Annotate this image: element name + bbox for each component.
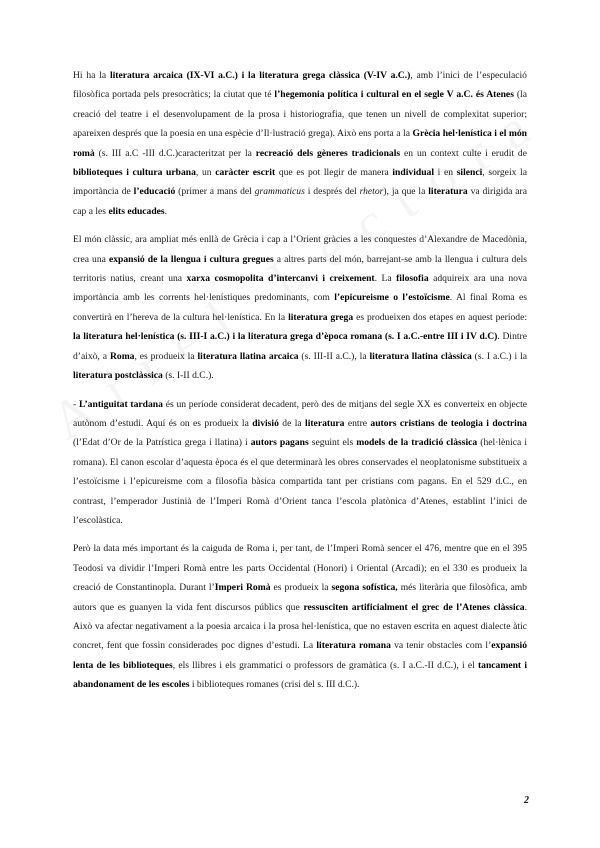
bold-phrase: expansió de la llengua i cultura gregues <box>108 253 274 265</box>
text-run: és un període considerat decadent, però des de mitjans del segle XX es converteix en objecte autònom d’estudi. Aquí és on es produeix la <box>73 398 528 429</box>
text-run: - <box>73 398 79 410</box>
document-body <box>73 66 527 704</box>
text-run: (s. III a.C -III d.C.)caracteritzat per la <box>94 147 256 159</box>
bold-phrase: Roma <box>109 350 135 362</box>
bold-phrase: elits educades <box>108 205 165 217</box>
text-run: adquireix ara una nova importància amb les corrents hel·lenístiques predominants, com <box>73 273 527 304</box>
text-run: . Al final Roma es convertirà en l’hereva de la cultura hel·lenística. En la <box>73 292 528 323</box>
bold-phrase: caràcter escrit <box>215 167 276 179</box>
paragraph-2 <box>73 230 527 385</box>
bold-phrase: models de la tradició clàssica <box>356 437 478 449</box>
bold-phrase: silenci <box>456 167 483 179</box>
text-run: (s. I-II d.C.). <box>162 370 214 382</box>
text-run: (s. III-II a.C.), la <box>298 350 370 362</box>
bold-phrase: literatura llatina arcaica <box>197 350 299 362</box>
text-run: . <box>164 205 168 217</box>
text-run: seguint els <box>308 437 357 449</box>
bold-phrase: autors pagans <box>250 437 309 449</box>
text-run: de la <box>278 417 306 429</box>
bold-phrase: filosofia <box>396 273 429 285</box>
paragraph-1 <box>73 66 527 221</box>
text-run: (l’Edat d’Or de la Patrística grega i llatina) i <box>73 437 251 449</box>
bold-phrase: literatura romana <box>316 640 391 652</box>
bold-phrase: Grècia hel·lenística i el món romà <box>73 128 527 159</box>
paragraph-3 <box>73 395 527 531</box>
bold-phrase: segona sofística, <box>331 582 398 594</box>
paragraph-4 <box>73 539 527 694</box>
bold-phrase: L’antiguitat tardana <box>78 398 163 410</box>
text-run: es produeix la <box>270 582 332 594</box>
text-run: (s. I a.C.) i la <box>471 350 528 362</box>
bold-phrase: expansió lenta de les biblioteques <box>73 640 528 671</box>
text-run: Però la data més important és la caiguda de Roma i, per tant, de l’Imperi Romà sencer el 476, mentre que en el 395 Teodosi va dividir l’Imperi Romà entre les parts Occidental (Honori) i Oriental (Arcadi); en el 330 es produeix la creació de Constantinopla. Durant l’ <box>73 543 527 594</box>
bold-phrase: ressusciten artificialment el grec de l’Atenes clàssica <box>303 601 525 613</box>
page-number: 2 <box>524 795 529 806</box>
italic-term: grammaticus <box>254 186 305 198</box>
bold-phrase: literatura <box>428 186 468 198</box>
text-run: i biblioteques romanes (crisi del s. III d.C.). <box>189 679 360 691</box>
text-run: va dirigida ara cap a les <box>73 186 527 217</box>
text-run: , els llibres i els grammatici o professors de gramàtica (s. I a.C.-II d.C.), i el <box>172 659 478 671</box>
bold-phrase: literatura <box>305 417 345 429</box>
text-run: a altres parts del món, barrejant-se amb la llengua i cultura dels territoris natius, creant una <box>73 253 527 285</box>
bold-phrase: divisió <box>252 417 279 429</box>
text-run: . Dintre d’això, a <box>73 331 527 362</box>
text-run: va tenir obstacles com l’ <box>390 640 492 652</box>
bold-phrase: Imperi Romà <box>214 582 271 594</box>
bold-phrase: individual <box>392 167 434 179</box>
text-run: El món clàssic, ara ampliat més enllà de Grècia i cap a l’Orient gràcies a les conquestes d’Alexandre de Macedònia, crea una <box>73 234 527 265</box>
bold-phrase: tancament i abandonament de les escoles <box>73 659 527 691</box>
text-run: ), ja que la <box>383 186 429 198</box>
italic-term: rhetor <box>359 186 384 198</box>
text-run: (primer a mans del <box>175 186 255 198</box>
bold-phrase: la literatura hel·lenística (s. III-I a.C.) i la literatura grega d’època romana (s. I a.C.-entre III i IV d.C) <box>73 331 498 343</box>
text-run: Hi ha la <box>73 70 110 81</box>
text-run: més literària que filosòfica, amb autors que es guanyen la vida fent discursos públics que <box>73 582 527 613</box>
text-run: entre <box>344 417 371 429</box>
bold-phrase: literatura arcaica (IX-VI a.C.) i la literatura grega clàssica (V-IV a.C.) <box>109 70 411 81</box>
bold-phrase: literatura grega <box>288 311 354 323</box>
bold-phrase: autors cristians de teologia i doctrina <box>370 417 527 429</box>
text-run: . Això va afectar negativament a la poesia arcaica i la prosa hel·lenística, que no estaven escrita en aquest dialecte àtic concret, fent que fossin considerades poc dignes d’estudi. La <box>73 601 527 652</box>
text-run: es produeixen dos etapes en aquest període: <box>353 311 527 323</box>
text-run: , amb l’inici de l’especulació filosòfica portada pels presocràtics; la ciutat que té <box>73 70 527 101</box>
bold-phrase: literatura llatina clàssica <box>369 350 472 362</box>
text-run: , un <box>195 167 216 179</box>
bold-phrase: biblioteques i cultura urbana <box>73 167 196 179</box>
text-run: i després del <box>304 186 360 198</box>
bold-phrase: l’hegemonia política i cultural en el segle V a.C. és Atenes <box>274 89 514 101</box>
bold-phrase: l’epicureisme o l’estoïcisme <box>334 292 450 304</box>
text-run: , sorgeix la importància de <box>73 167 527 198</box>
bold-phrase: literatura postclàssica <box>73 370 163 382</box>
text-run: , es produeix la <box>134 350 198 362</box>
text-run: . La <box>374 273 397 285</box>
bold-phrase: xarxa cosmopolita d’intercanvi i creixement <box>186 273 375 285</box>
text-run: en un context culte i erudit de <box>400 147 527 159</box>
text-run: i en <box>434 167 457 179</box>
text-run: (la creació del teatre i el desenvolupament de la prosa i historiografia, que tenen un nivell de complexitat superior; apareixen després que la poesia en una espècie d’Il·lustració grega). Això ens porta a la <box>73 89 527 140</box>
text-run: que es pot llegir de manera <box>275 167 393 179</box>
bold-phrase: recreació dels gèneres tradicionals <box>255 147 401 159</box>
bold-phrase: l’educació <box>133 186 176 198</box>
text-run: (hel·lènica i romana). El canon escolar d’aquesta època és el que determinarà les obres conservades el neoplatonisme substitueix a l’estoïcisme i l’epicureisme com a filosofia bàsica compartida tant per cristians com pagans. En el 529 d.C., en contrast, l’emperador Justinià de l’Imperi Romà d’Orient tanca l’escola platònica d’Atenes, establint l’inici de l’escolàstica. <box>73 437 528 526</box>
